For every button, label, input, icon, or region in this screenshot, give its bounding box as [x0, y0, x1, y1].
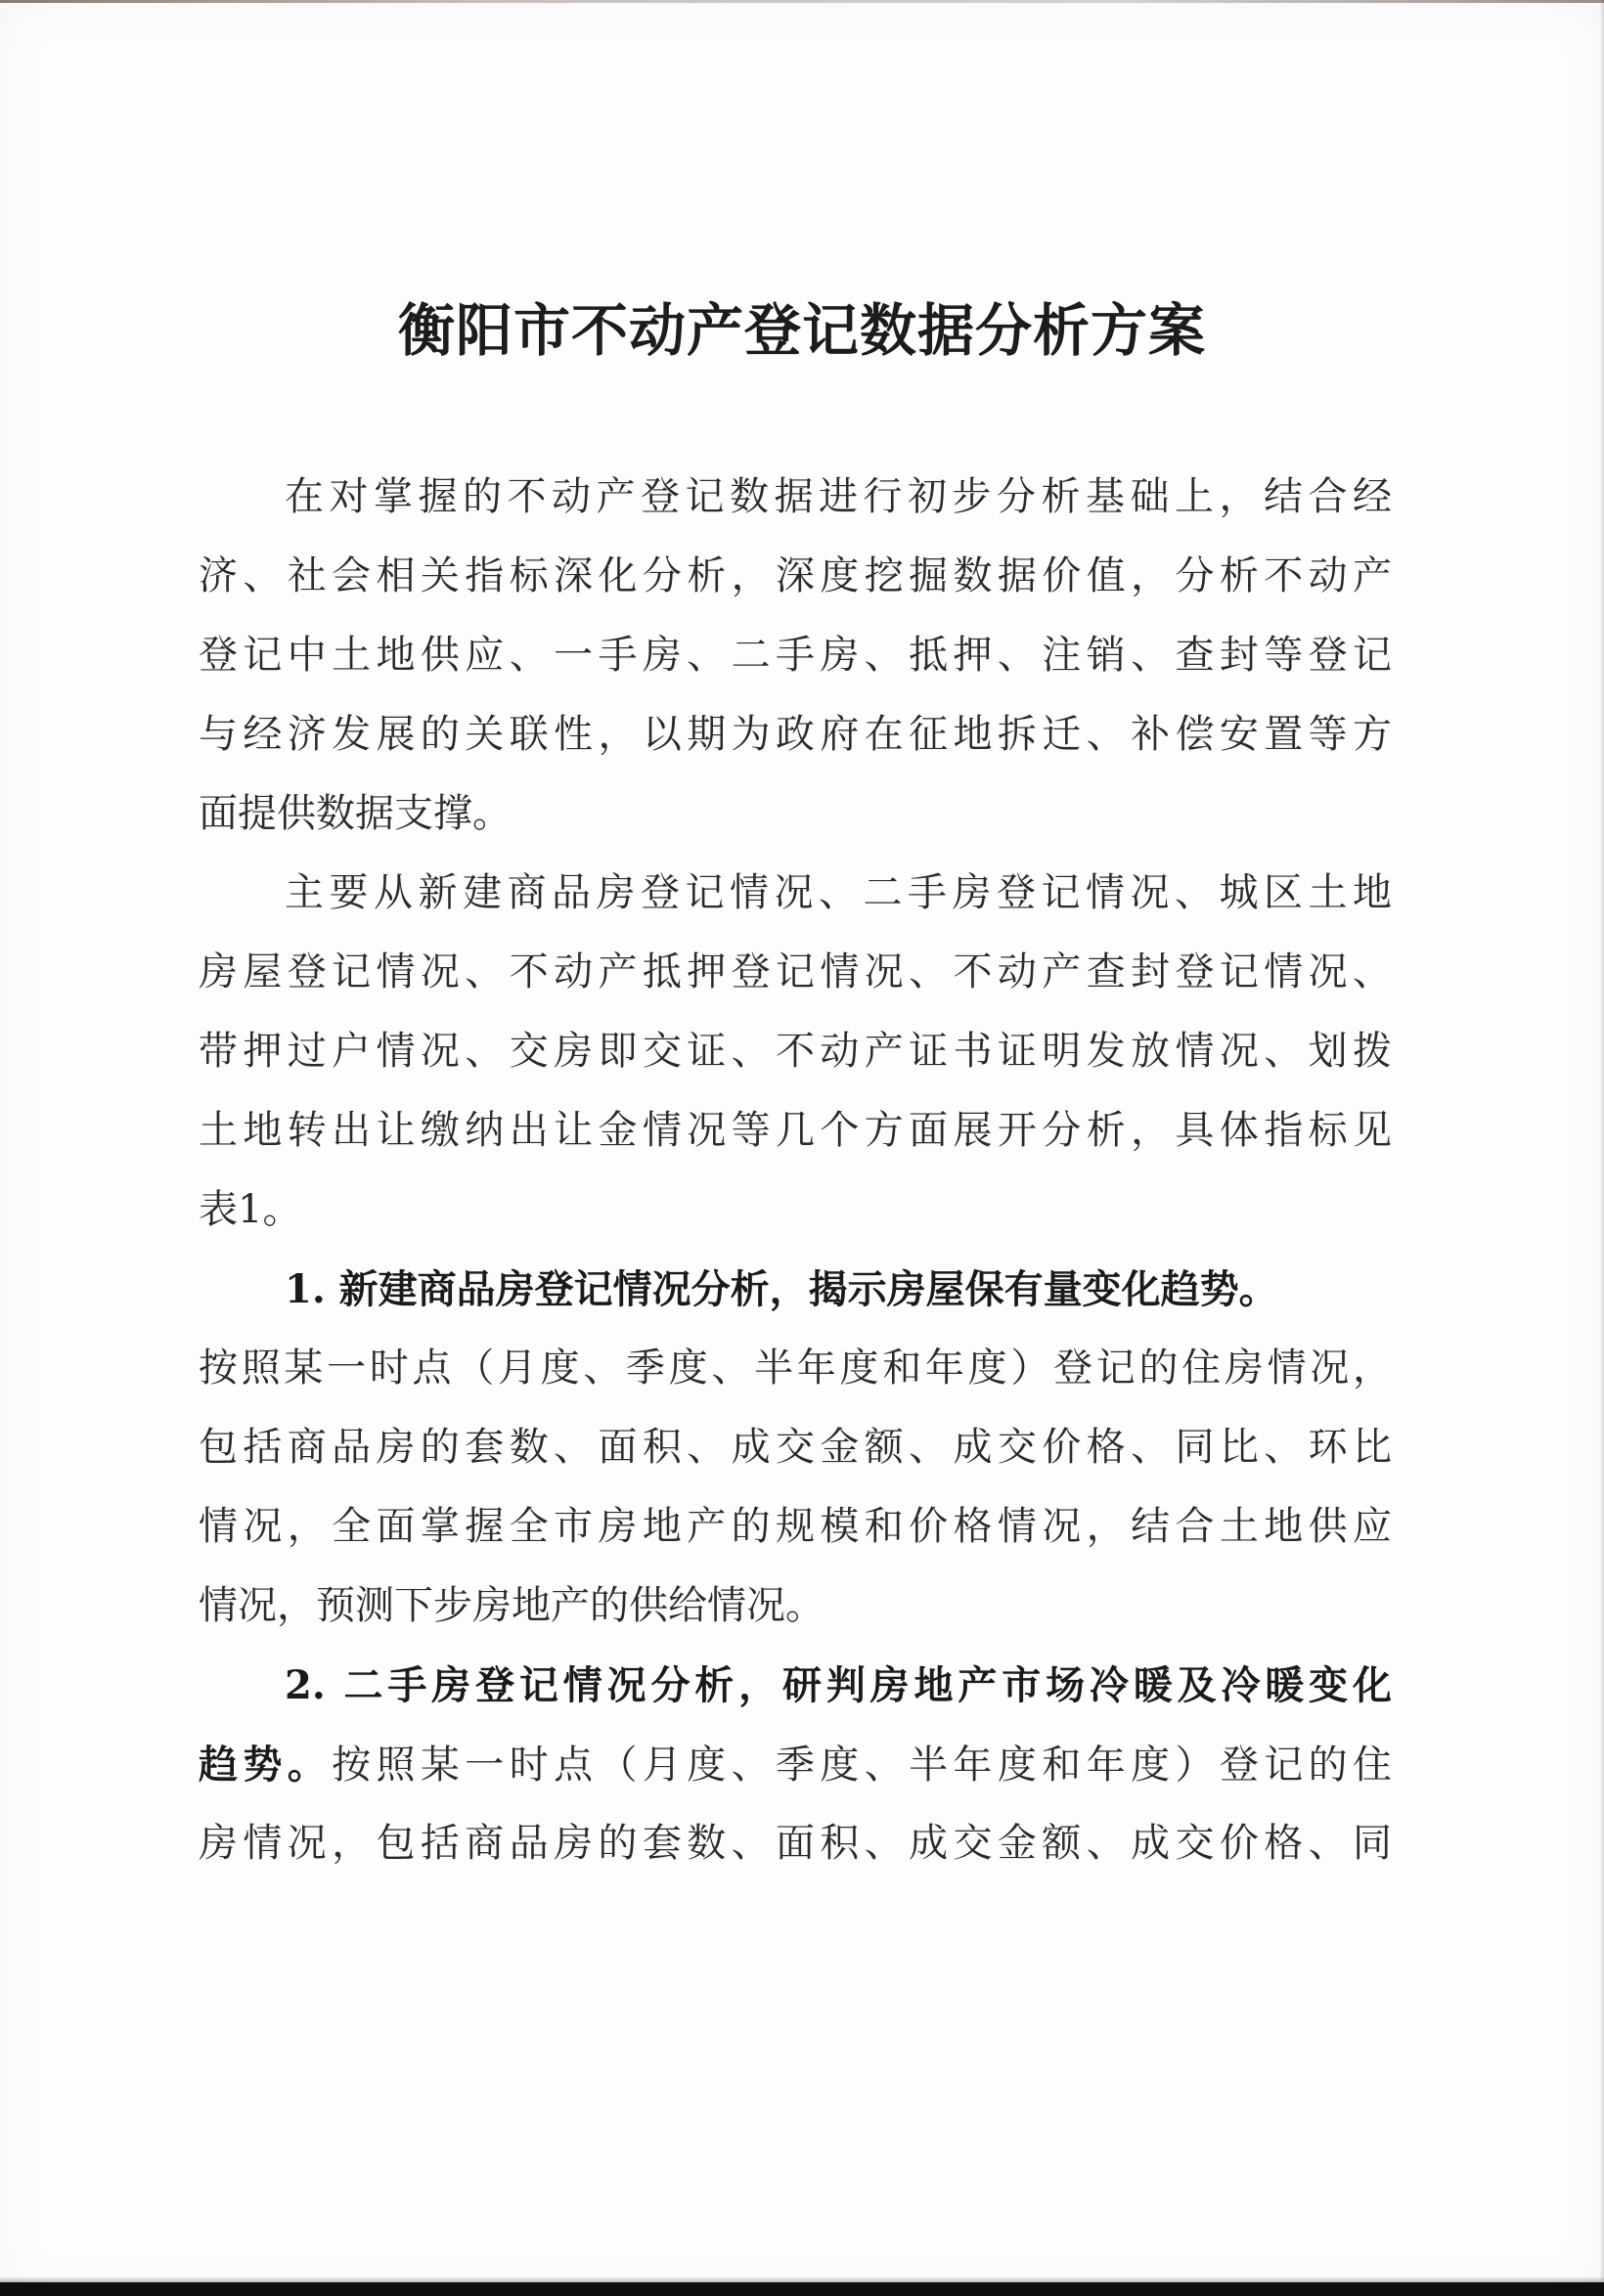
section1-heading-line: [199, 1250, 1392, 1329]
scan-top-edge: [0, 0, 1604, 3]
section2-heading-part2: 趋势。: [199, 1742, 333, 1788]
section1-line-1: 按照某一时点（月度、季度、半年度和年度）登记的住房情况，: [199, 1346, 1392, 1391]
section2-heading-line-1: [199, 1646, 1392, 1725]
section2-line-3: 房情况，包括商品房的套数、面积、成交金额、成交价格、同: [199, 1821, 1392, 1866]
paragraph1-line-1: 在对掌握的不动产登记数据进行初步分析基础上，结合经: [285, 474, 1392, 519]
scan-bottom-edge: [0, 2282, 1604, 2296]
section1-line-2: 包括商品房的套数、面积、成交金额、成交价格、同比、环比: [199, 1425, 1392, 1470]
section2-line-2: [199, 1725, 1392, 1804]
paragraph2-line-1: 主要从新建商品房登记情况、二手房登记情况、城区土地: [285, 870, 1392, 915]
paragraph1-line-4: 与经济发展的关联性，以期为政府在征地拆迁、补偿安置等方: [199, 712, 1392, 757]
section1-heading: 1. 新建商品房登记情况分析，揭示房屋保有量变化趋势。: [285, 1266, 1278, 1312]
paragraph1-line-2: 济、社会相关指标深化分析，深度挖掘数据价值，分析不动产: [199, 553, 1392, 598]
section1-line-3: 情况，全面掌握全市房地产的规模和价格情况，结合土地供应: [199, 1504, 1392, 1549]
paragraph2-line-4: 土地转出让缴纳出让金情况等几个方面展开分析，具体指标见: [199, 1108, 1392, 1153]
paragraph1-line-5: 面提供数据支撑。: [199, 791, 512, 836]
document-body: [199, 458, 1392, 1883]
paragraph2-line-3: 带押过户情况、交房即交证、不动产证书证明发放情况、划拨: [199, 1029, 1392, 1074]
document-title: 衡阳市不动产登记数据分析方案: [397, 297, 1206, 364]
section1-line-4: 情况，预测下步房地产的供给情况。: [199, 1583, 824, 1628]
section2-line-2-text: 按照某一时点（月度、季度、半年度和年度）登记的住: [332, 1743, 1393, 1788]
paragraph1-line-3: 登记中土地供应、一手房、二手房、抵押、注销、查封等登记: [199, 633, 1392, 678]
paragraph2-line-2: 房屋登记情况、不动产抵押登记情况、不动产查封登记情况、: [199, 949, 1392, 994]
paragraph2-line-5: 表1。: [199, 1187, 302, 1232]
section2-heading-part1: 2. 二手房登记情况分析，研判房地产市场冷暖及冷暖变化: [285, 1662, 1392, 1708]
